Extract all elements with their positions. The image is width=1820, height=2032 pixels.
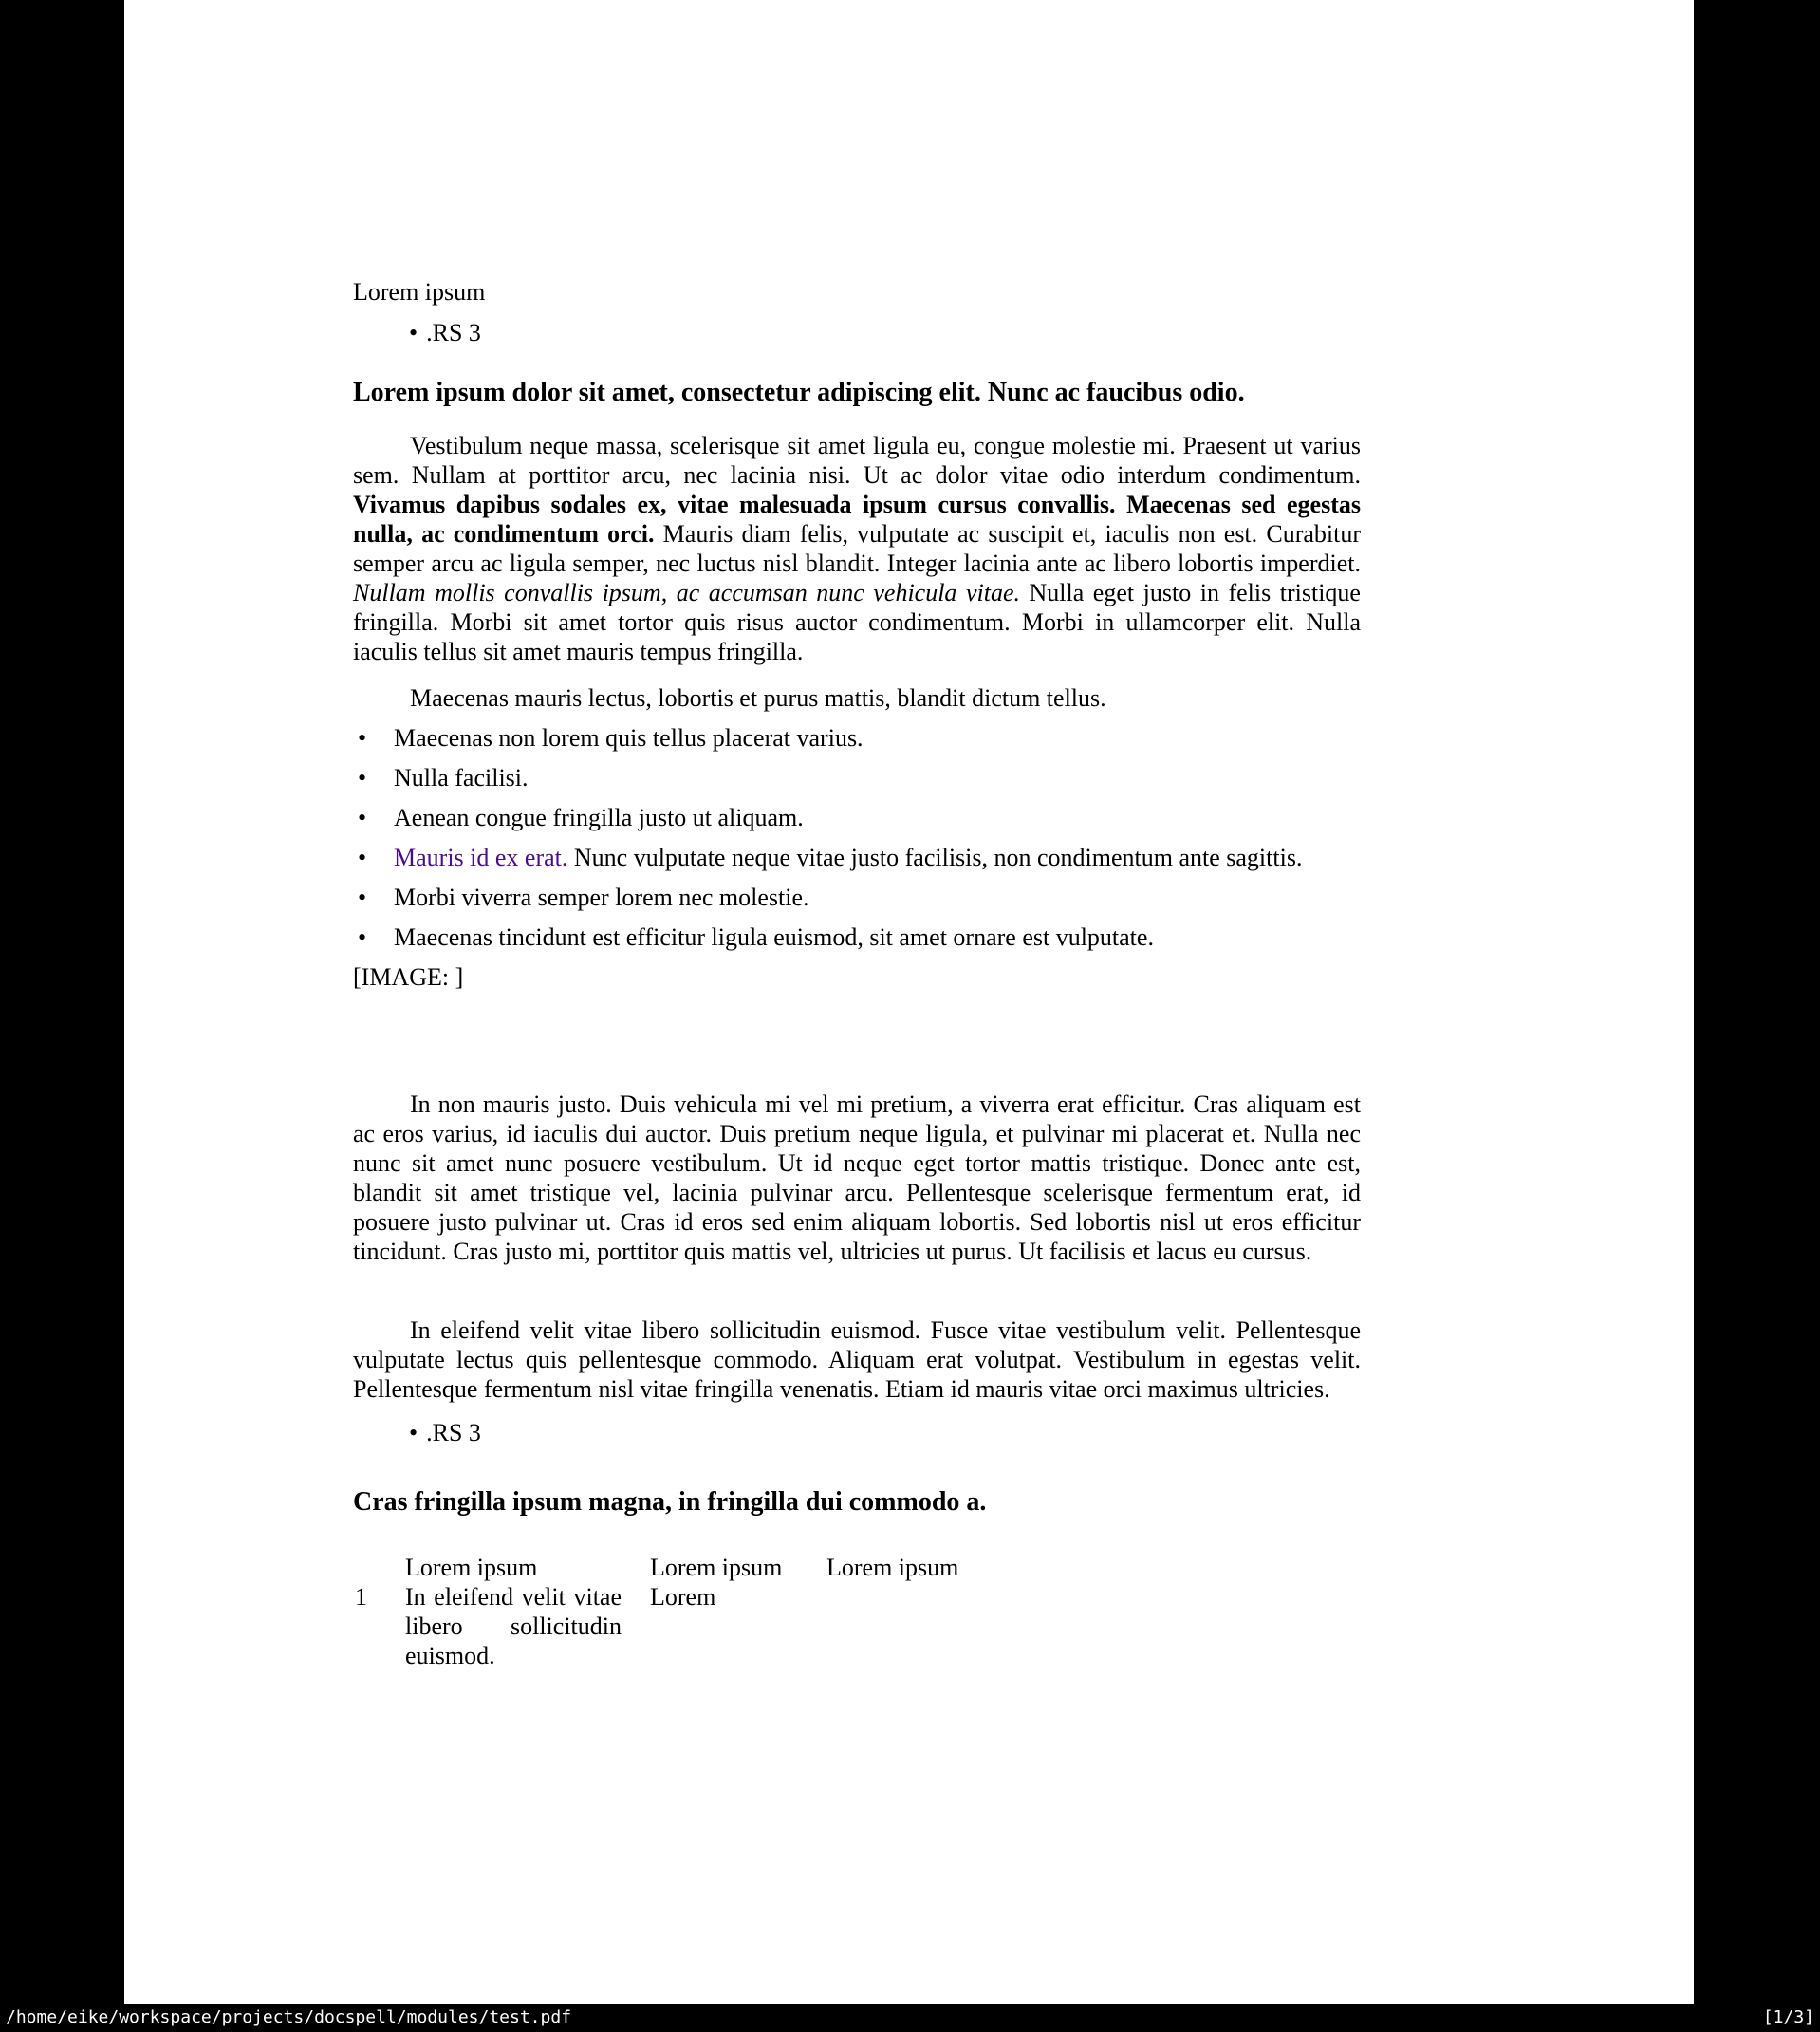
table-header-cell: Lorem ipsum: [405, 1554, 538, 1581]
list-item: [353, 883, 1361, 912]
list-item-text: Aenean congue fringilla justo ut aliquam.: [394, 804, 804, 831]
table-cell: Lorem: [650, 1583, 716, 1611]
paragraph-1-italic-run: Nullam mollis convallis ipsum, ac accumsan nunc vehicula vitae.: [353, 579, 1020, 606]
paragraph-1: [353, 431, 1361, 666]
bullet-icon: •: [409, 1419, 418, 1446]
bullet-icon: •: [358, 764, 367, 792]
table-header-cell: Lorem ipsum: [650, 1554, 783, 1581]
paragraph-1-text: Nulla eget justo in felis tristique fringilla. Morbi sit amet tortor quis risus auctor condimentum. Morbi in ullamcorper elit. Nulla iaculis tellus sit amet mauris tempus fringilla.: [353, 579, 1361, 665]
section-heading-2: Cras fringilla ipsum magna, in fringilla dui commodo a.: [353, 1487, 987, 1517]
rs-directive-line: [409, 318, 1361, 347]
paragraph-1-text: Mauris diam felis, vulputate ac suscipit et, iaculis non est. Curabitur semper arcu ac ligula semper, nec luctus nisl blandit. Integer lacinia ante ac libero lobortis imperdiet.: [353, 520, 1362, 577]
rs-directive-text: .RS 3: [426, 1419, 481, 1446]
document-content: [353, 277, 1361, 1670]
table-header-cell: Lorem ipsum: [826, 1554, 959, 1581]
mauris-id-ex-erat-link[interactable]: Mauris id ex erat.: [394, 844, 568, 871]
data-table: [355, 1553, 1361, 1670]
list-item-text: Morbi viverra semper lorem nec molestie.: [394, 884, 809, 911]
bullet-icon: •: [358, 844, 367, 871]
intro-line: Lorem ipsum: [353, 278, 486, 306]
list-item: [353, 923, 1361, 952]
table-cell: [826, 1582, 1361, 1670]
table-cell: In eleifend velit vitae libero sollicitudin euismod.: [405, 1583, 622, 1669]
section-heading-1: Lorem ipsum dolor sit amet, consectetur adipiscing elit. Nunc ac faucibus odio.: [353, 378, 1245, 407]
image-placeholder: [IMAGE: ]: [353, 963, 464, 991]
list-item-text: Maecenas non lorem quis tellus placerat varius.: [394, 724, 864, 752]
rs-directive-text: .RS 3: [426, 319, 481, 346]
bullet-icon: •: [358, 923, 367, 951]
list-item-text: Nulla facilisi.: [394, 764, 529, 792]
list-item: [353, 803, 1361, 832]
paragraph-1-text: Vestibulum neque massa, scelerisque sit amet ligula eu, congue molestie mi. Praesent ut varius sem. Nullam at porttitor arcu, nec lacinia nisi. Ut ac dolor vitae odio interdum condimentum.: [353, 432, 1361, 489]
statusbar: [0, 2004, 1820, 2032]
paragraph-1-bold-run: Vivamus dapibus sodales ex, vitae malesuada ipsum cursus convallis. Maecenas sed egestas nulla, ac condimentum orci.: [353, 491, 1361, 548]
table-corner-cell: [355, 1553, 405, 1582]
bullet-icon: •: [358, 804, 367, 831]
rs-directive-line: [409, 1418, 1361, 1447]
paragraph-3: In eleifend velit vitae libero sollicitudin euismod. Fusce vitae vestibulum velit. Pellentesque vulputate lectus quis pellentesque commodo. Aliquam erat volutpat. Vestibulum in egestas velit. Pellentesque fermentum nisl vitae fringilla venenatis. Etiam id mauris vitae orci maximus ultricies.: [353, 1316, 1361, 1403]
list-item: [353, 843, 1361, 872]
list-item-text: [394, 844, 1302, 871]
list-item-text: Nunc vulputate neque vitae justo facilisis, non condimentum ante sagittis.: [567, 844, 1303, 871]
statusbar-page-indicator: [1/3]: [1762, 2007, 1814, 2027]
bullet-icon: •: [358, 724, 367, 752]
bullet-list: [353, 723, 1361, 952]
paragraph-maecenas: Maecenas mauris lectus, lobortis et purus mattis, blandit dictum tellus.: [410, 684, 1106, 712]
list-item: [353, 723, 1361, 753]
list-item-text: Maecenas tincidunt est efficitur ligula euismod, sit amet ornare est vulputate.: [394, 923, 1154, 951]
bullet-icon: •: [358, 884, 367, 911]
bullet-icon: •: [409, 319, 418, 346]
pdf-page[interactable]: [124, 0, 1694, 2004]
paragraph-2: In non mauris justo. Duis vehicula mi vel mi pretium, a viverra erat efficitur. Cras aliquam est ac eros varius, id iaculis dui auctor. Duis pretium neque ligula, et pulvinar mi placerat et. Nulla nec nunc sit amet nunc posuere vestibulum. Ut id neque eget tortor mattis tristique. Donec ante est, blandit sit amet tristique vel, lacinia pulvinar arcu. Pellentesque scelerisque fermentum erat, id posuere justo pulvinar ut. Cras id eros sed enim aliquam lobortis. Sed lobortis nisl ut eros efficitur tincidunt. Cras justo mi, porttitor quis mattis vel, ultricies ut purus. Ut facilisis et lacus eu cursus.: [353, 1091, 1361, 1265]
list-item: [353, 763, 1361, 792]
table-row-number: 1: [355, 1583, 367, 1611]
statusbar-filepath: /home/eike/workspace/projects/docspell/modules/test.pdf: [6, 2007, 572, 2027]
